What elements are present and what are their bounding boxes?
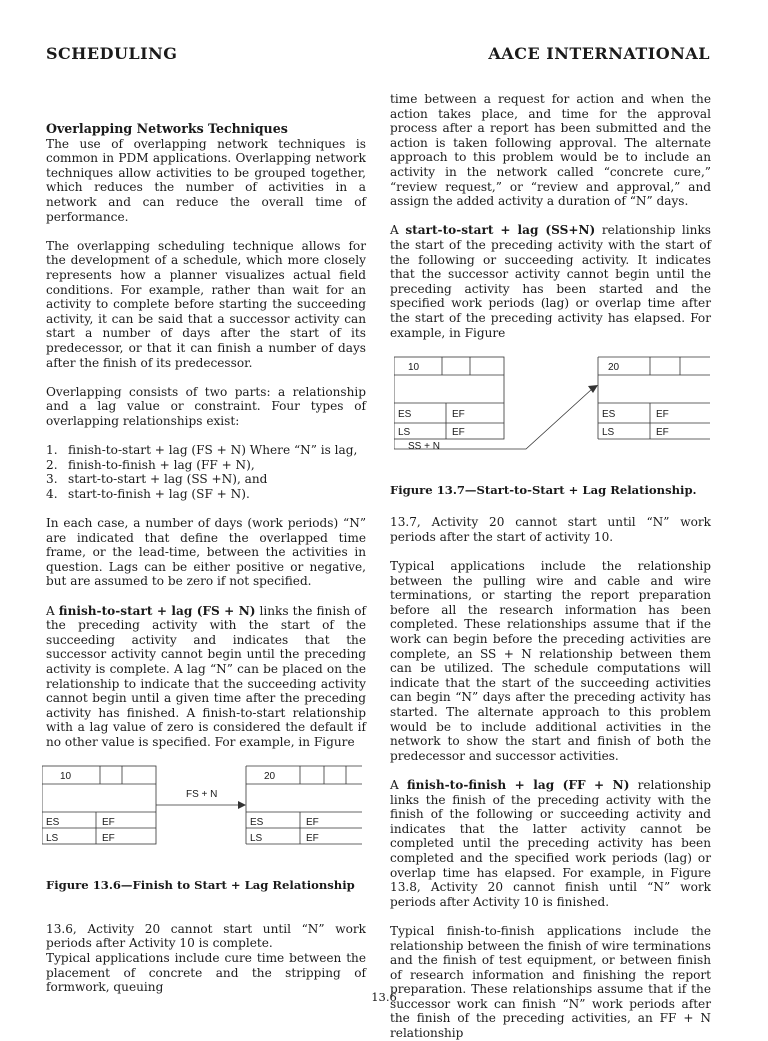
ls-label: LS bbox=[602, 426, 615, 438]
list-item: 3. start-to-start + lag (SS +N), and bbox=[46, 472, 268, 487]
paragraph-lag-cases: In each case, a number of days (work periods) “N” are indicated that define the overlapped time frame, or the lead-time, between the activities in question. Lags can be either positive or negative, but are assumed to be zero if not specified. bbox=[46, 516, 366, 589]
paragraph-ss: A start-to-start + lag (SS+N) relationship links the start of the preceding activity with the start of the following or succeeding activity. It indicates that the successor activity cannot begin until the preceding activity has been started and the specified work periods (lag) or overlap time after the start of the preceding activity has elapsed. For example, in Figure bbox=[390, 223, 711, 340]
paragraph-parts: Overlapping consists of two parts: a relationship and a lag value or constraint. Four types of overlapping relationships exist: bbox=[46, 384, 366, 428]
lf-label: EF bbox=[452, 426, 465, 438]
lf-label: EF bbox=[102, 833, 115, 845]
paragraph-fs-example: 13.6, Activity 20 cannot start until “N” work periods after Activity 10 is complete. bbox=[46, 921, 366, 951]
activity-20-id: 20 bbox=[608, 361, 620, 373]
paragraph-fs-applications: Typical applications include cure time between the placement of concrete and the stripping of formwork, queuing bbox=[46, 950, 366, 995]
list-item: 2. finish-to-finish + lag (FF + N), bbox=[46, 457, 255, 472]
paragraph-ff-applications: Typical finish-to-finish applications include the relationship between the finish of wire terminations and the finish of test equipment, or between finish of research information and finishing the report preparation. These relationships assume that if the successor work can finish “N” work periods after the finish of the preceding activities, an FF + N relationship bbox=[390, 923, 711, 1041]
figure-13-6-diagram bbox=[42, 764, 362, 854]
ef-label: EF bbox=[306, 817, 319, 829]
figure-13-6-caption: Figure 13.6—Finish to Start + Lag Relationship bbox=[46, 878, 355, 893]
activity-10-id: 10 bbox=[408, 361, 420, 373]
section-heading: Overlapping Networks Techniques bbox=[46, 121, 288, 136]
relationship-types-list bbox=[46, 443, 366, 501]
paragraph-technique: The overlapping scheduling technique allows for the development of a schedule, which more closely represents how a planner visualizes actual field conditions. For example, rather than wait for an activity to complete before starting the succeeding activity, it can be said that a successor activity can start a number of days after the start of its predecessor, or that it can finish a number of days after the finish of its predecessor. bbox=[46, 238, 366, 370]
es-label: ES bbox=[602, 408, 616, 420]
page-number: 13.6 bbox=[371, 990, 397, 1004]
paragraph-fs: A finish-to-start + lag (FS + N) links the finish of the preceding activity with the start of the succeeding activity and indicates that the successor activity cannot begin until the preceding activity is complete. A lag “N” can be placed on the relationship to indicate that the succeeding activity cannot begin until a given time after the preceding activity has finished. A finish-to-start relationship with a lag value of zero is considered the default if no other value is specified. For example, in Figure bbox=[46, 603, 367, 749]
figure-13-7-caption: Figure 13.7—Start-to-Start + Lag Relationship. bbox=[390, 482, 697, 497]
left-column bbox=[46, 122, 366, 995]
lf-label: EF bbox=[656, 426, 669, 438]
list-item: 1. finish-to-start + lag (FS + N) Where “N” is lag, bbox=[46, 443, 358, 458]
activity-20-id: 20 bbox=[264, 771, 276, 783]
ls-label: LS bbox=[46, 833, 59, 845]
paragraph-ss-applications: Typical applications include the relationship between the pulling wire and cable and wire terminations, or starting the report preparation before all the research information has been completed. These relationships assume that if the work can begin before the preceding activities are complete, an SS + N relationship between them can be utilized. The schedule computations will indicate that the start of the succeeding activities can begin “N” days after the preceding activity has started. The alternate approach to this problem would be to include additional activities in the network to show the start and finish of both the predecessor and successor activities. bbox=[390, 559, 711, 763]
running-header-section: SCHEDULING bbox=[46, 44, 178, 63]
lf-label: EF bbox=[306, 833, 319, 845]
ef-label: EF bbox=[656, 408, 669, 420]
list-item: 4. start-to-finish + lag (SF + N). bbox=[46, 486, 250, 501]
es-label: ES bbox=[398, 408, 412, 420]
ef-label: EF bbox=[102, 817, 115, 829]
fs-lag-label: FS + N bbox=[186, 789, 218, 801]
paragraph-ff: A finish-to-finish + lag (FF + N) relationship links the finish of the preceding activity with the finish of the following or succeeding activity and indicates that the latter activity cannot be completed until the preceding activity has been completed and the specified work periods (lag) or overlap time has elapsed. For example, in Figure 13.8, Activity 20 cannot finish until “N” work periods after Activity 10 is finished. bbox=[390, 777, 712, 909]
term-ss: start-to-start + lag (SS+N) bbox=[405, 223, 596, 238]
right-column bbox=[390, 92, 711, 1041]
ss-lag-label: SS + N bbox=[408, 440, 440, 452]
figure-13-7-diagram bbox=[394, 355, 714, 455]
ls-label: LS bbox=[250, 833, 263, 845]
term-fs: finish-to-start + lag (FS + N) bbox=[58, 603, 256, 618]
paragraph-ss-example: 13.7, Activity 20 cannot start until “N” work periods after the start of activity 10. bbox=[390, 515, 711, 544]
term-ff: finish-to-finish + lag (FF + N) bbox=[406, 777, 630, 792]
running-header-publisher: AACE INTERNATIONAL bbox=[488, 44, 710, 63]
es-label: ES bbox=[250, 817, 264, 829]
activity-10-id: 10 bbox=[60, 771, 72, 783]
ef-label: EF bbox=[452, 408, 465, 420]
es-label: ES bbox=[46, 817, 60, 829]
ls-label: LS bbox=[398, 426, 411, 438]
paragraph-queuing-continued: time between a request for action and when the action takes place, and time for the approval process after a report has been submitted and the action is taken following approval. The alternate approach to this problem would be to include an activity in the network called “concrete cure,” “review request,” or “review and approval,” and assign the added activity a duration of “N” days. bbox=[390, 92, 711, 209]
paragraph-intro: The use of overlapping network techniques is common in PDM applications. Overlapping network techniques allow activities to be grouped together, which reduces the number of activities in a network and can reduce the overall time of performance. bbox=[46, 136, 366, 224]
